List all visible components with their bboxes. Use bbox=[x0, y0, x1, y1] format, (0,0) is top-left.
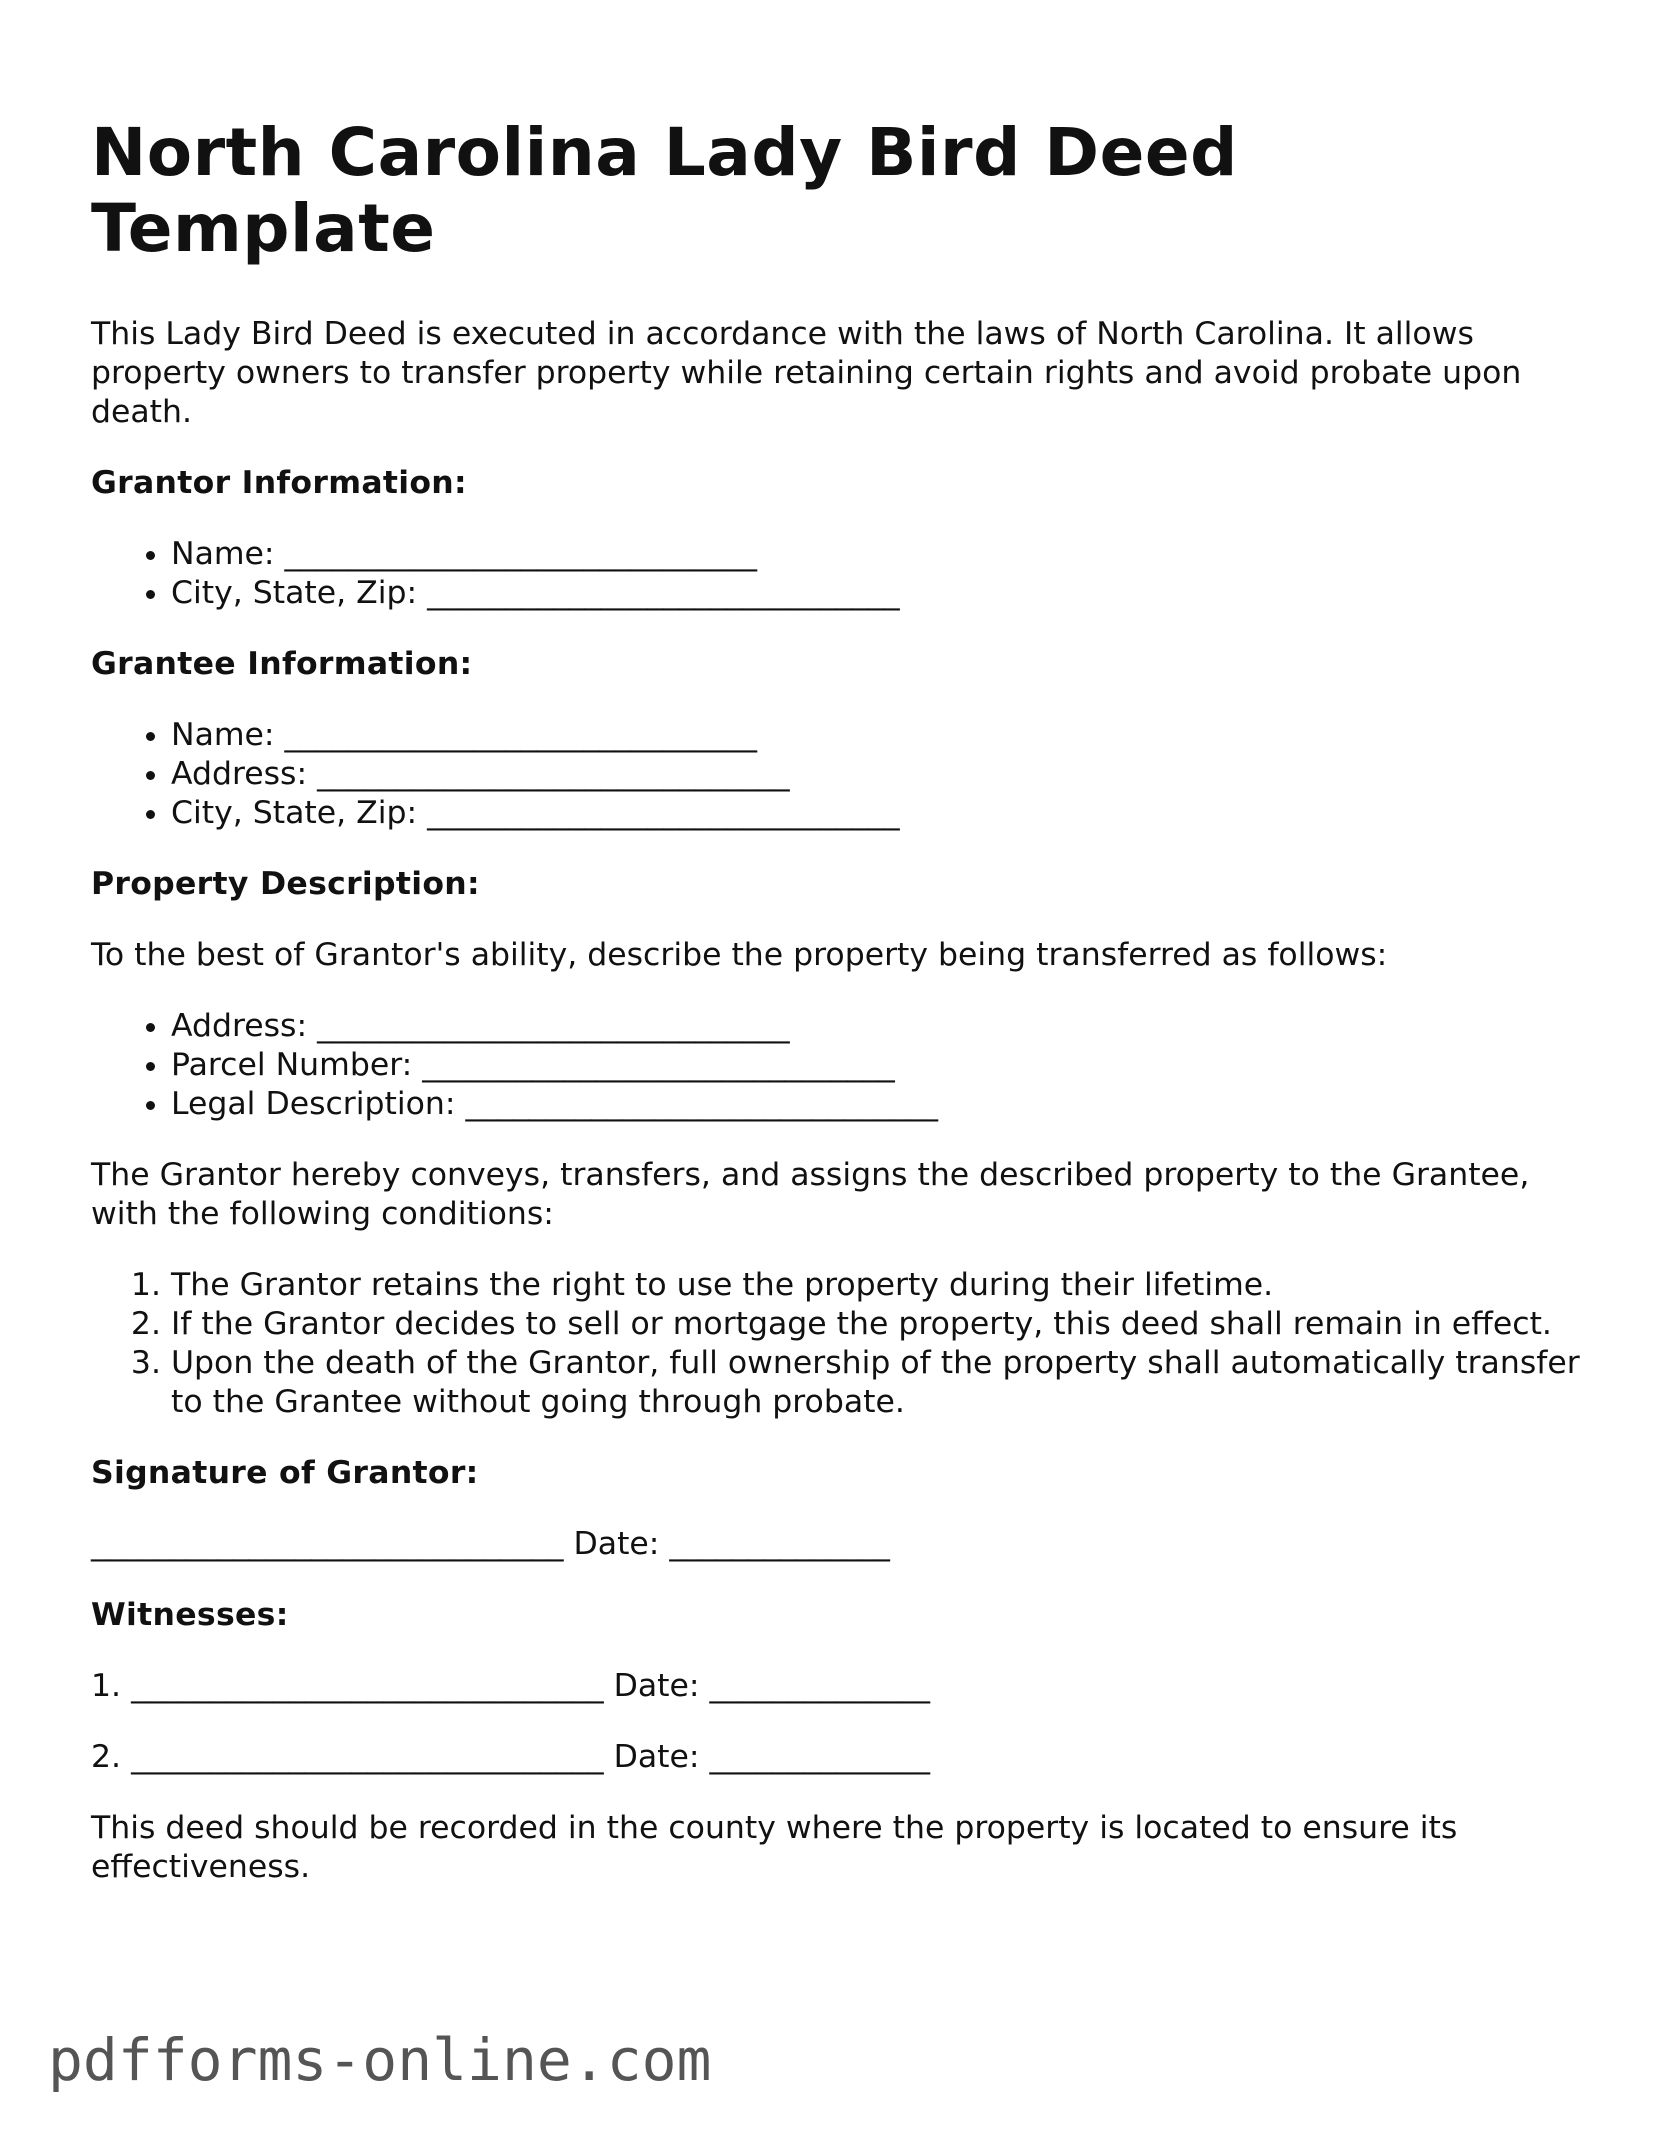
witness-1-line[interactable]: 1. ______________________________ Date: ______________ bbox=[91, 1668, 930, 1704]
grantor-heading: Grantor Information: bbox=[91, 465, 467, 501]
grantor-city-state-zip-field[interactable]: • City, State, Zip: ______________________________ bbox=[171, 574, 1591, 613]
grantee-list bbox=[91, 716, 1591, 833]
property-address-field[interactable]: • Address: ______________________________ bbox=[171, 1007, 1591, 1046]
condition-item: 2. If the Grantor decides to sell or mortgage the property, this deed shall remain in effect. bbox=[171, 1305, 1591, 1344]
grantee-address-field[interactable]: • Address: ______________________________ bbox=[171, 755, 1591, 794]
signature-heading: Signature of Grantor: bbox=[91, 1455, 479, 1491]
grantee-name-field[interactable]: • Name: ______________________________ bbox=[171, 716, 1591, 755]
watermark: pdfforms-online.com bbox=[48, 2026, 712, 2094]
property-list bbox=[91, 1007, 1591, 1124]
document-page bbox=[91, 115, 1591, 1919]
witness-2-line[interactable]: 2. ______________________________ Date: ______________ bbox=[91, 1739, 930, 1775]
parcel-number-field[interactable]: • Parcel Number: ______________________________ bbox=[171, 1046, 1591, 1085]
grantee-heading: Grantee Information: bbox=[91, 646, 473, 682]
conveyance-paragraph: The Grantor hereby conveys, transfers, and assigns the described property to the Grantee, with the following conditions: bbox=[91, 1157, 1530, 1232]
conditions-list bbox=[91, 1266, 1591, 1422]
property-intro: To the best of Grantor's ability, describe the property being transferred as follows: bbox=[91, 937, 1388, 973]
condition-item: 3. Upon the death of the Grantor, full ownership of the property shall automatically transfer to the Grantee without going through probate. bbox=[171, 1344, 1591, 1422]
intro-paragraph: This Lady Bird Deed is executed in accordance with the laws of North Carolina. It allows property owners to transfer property while retaining certain rights and avoid probate upon death. bbox=[91, 316, 1522, 430]
legal-description-field[interactable]: • Legal Description: ______________________________ bbox=[171, 1085, 1591, 1124]
grantee-city-state-zip-field[interactable]: • City, State, Zip: ______________________________ bbox=[171, 794, 1591, 833]
condition-item: 1. The Grantor retains the right to use the property during their lifetime. bbox=[171, 1266, 1591, 1305]
grantor-name-field[interactable]: • Name: ______________________________ bbox=[171, 535, 1591, 574]
grantor-list bbox=[91, 535, 1591, 613]
witnesses-heading: Witnesses: bbox=[91, 1597, 289, 1633]
page-title: North Carolina Lady Bird Deed Template bbox=[91, 114, 1238, 267]
closing-paragraph: This deed should be recorded in the county where the property is located to ensure its effectiveness. bbox=[91, 1810, 1458, 1885]
grantor-signature-line[interactable]: ______________________________ Date: ______________ bbox=[91, 1526, 890, 1562]
property-heading: Property Description: bbox=[91, 866, 480, 902]
